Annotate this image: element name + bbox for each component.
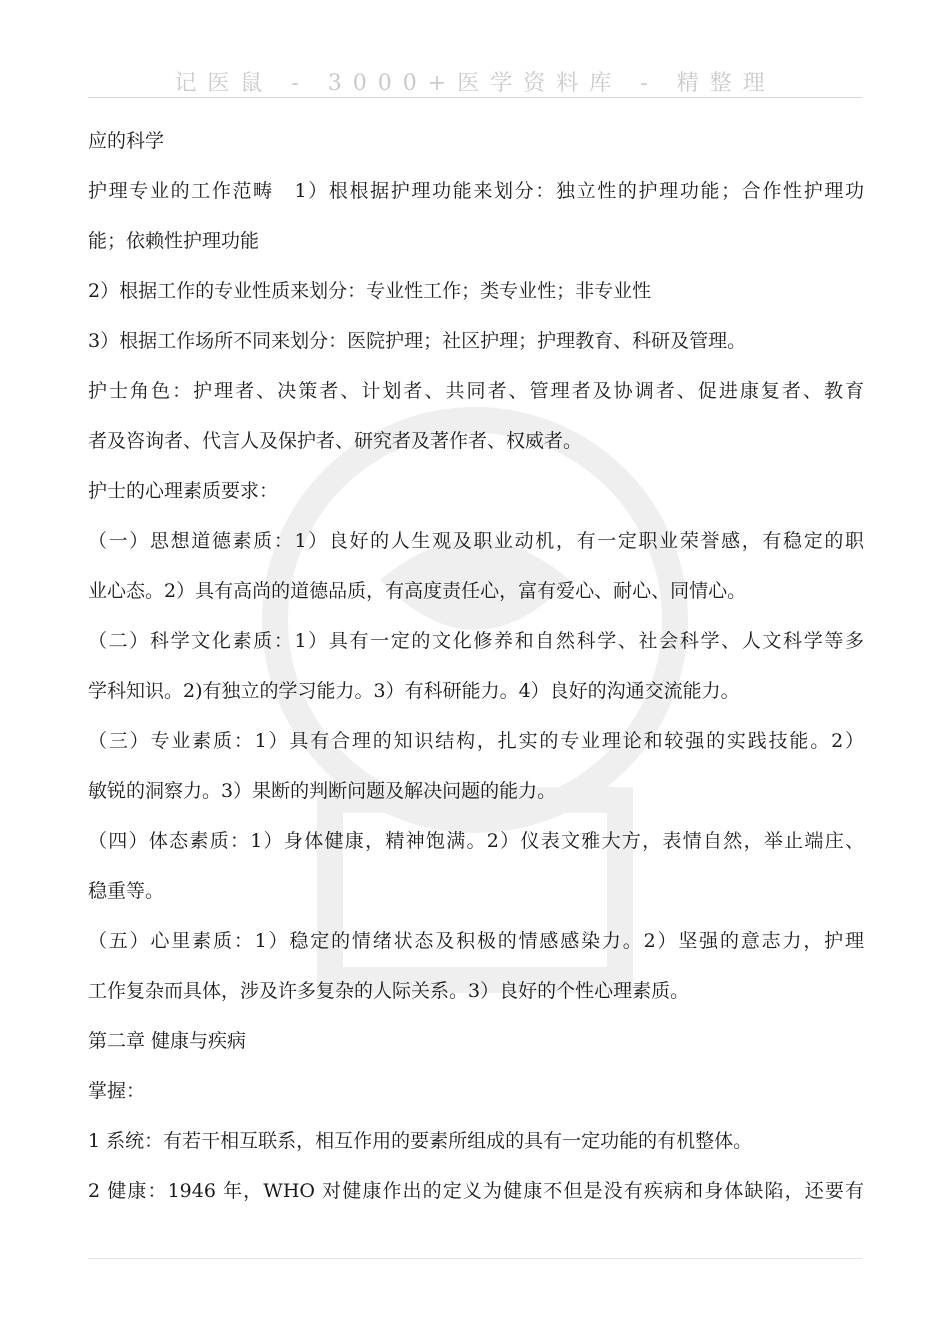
text-line: （一）思想道德素质：1）良好的人生观及职业动机，有一定职业荣誉感，有稳定的职 [88, 530, 864, 552]
header-watermark-text: 记医鼠 - 3000+医学资料库 - 精整理 [174, 71, 776, 96]
text-line: 能；依赖性护理功能 [88, 230, 260, 252]
text-line: 工作复杂而具体，涉及许多复杂的人际关系。3）良好的个性心理素质。 [88, 980, 690, 1002]
text-line: 敏锐的洞察力。3）果断的判断问题及解决问题的能力。 [88, 780, 557, 802]
text-line: 3）根据工作场所不同来划分：医院护理；社区护理；护理教育、科研及管理。 [88, 330, 747, 352]
text-line: 者及咨询者、代言人及保护者、研究者及著作者、权威者。 [88, 430, 583, 452]
footer-divider [88, 1258, 862, 1259]
text-line: 护士的心理素质要求： [88, 480, 279, 502]
text-line: 稳重等。 [88, 880, 165, 902]
page-header [0, 64, 950, 98]
header-divider [88, 97, 862, 98]
text-line: 学科知识。2)有独立的学习能力。3）有科研能力。4）良好的沟通交流能力。 [88, 680, 740, 702]
text-line: 1 系统：有若干相互联系，相互作用的要素所组成的具有一定功能的有机整体。 [88, 1130, 753, 1152]
document-body [88, 124, 864, 1224]
text-line: 2 健康：1946 年，WHO 对健康作出的定义为健康不但是没有疾病和身体缺陷，还要有 [88, 1180, 864, 1202]
text-line: （二）科学文化素质：1）具有一定的文化修养和自然科学、社会科学、人文科学等多 [88, 630, 864, 652]
text-line: 第二章 健康与疾病 [88, 1030, 247, 1052]
text-line: 2）根据工作的专业性质来划分：专业性工作；类专业性；非专业性 [88, 280, 652, 302]
text-line: （四）体态素质：1）身体健康，精神饱满。2）仪表文雅大方，表情自然，举止端庄、 [88, 830, 864, 852]
text-line: （五）心里素质：1）稳定的情绪状态及积极的情感感染力。2）坚强的意志力，护理 [88, 930, 864, 952]
text-line: 应的科学 [88, 130, 165, 152]
text-line: （三）专业素质：1）具有合理的知识结构，扎实的专业理论和较强的实践技能。2） [88, 730, 864, 752]
text-line: 业心态。2）具有高尚的道德品质，有高度责任心，富有爱心、耐心、同情心。 [88, 580, 747, 602]
text-line: 护理专业的工作范畴 1）根根据护理功能来划分：独立性的护理功能；合作性护理功 [88, 180, 864, 202]
text-line: 掌握： [88, 1080, 146, 1102]
text-line: 护士角色：护理者、决策者、计划者、共同者、管理者及协调者、促进康复者、教育 [88, 380, 864, 402]
